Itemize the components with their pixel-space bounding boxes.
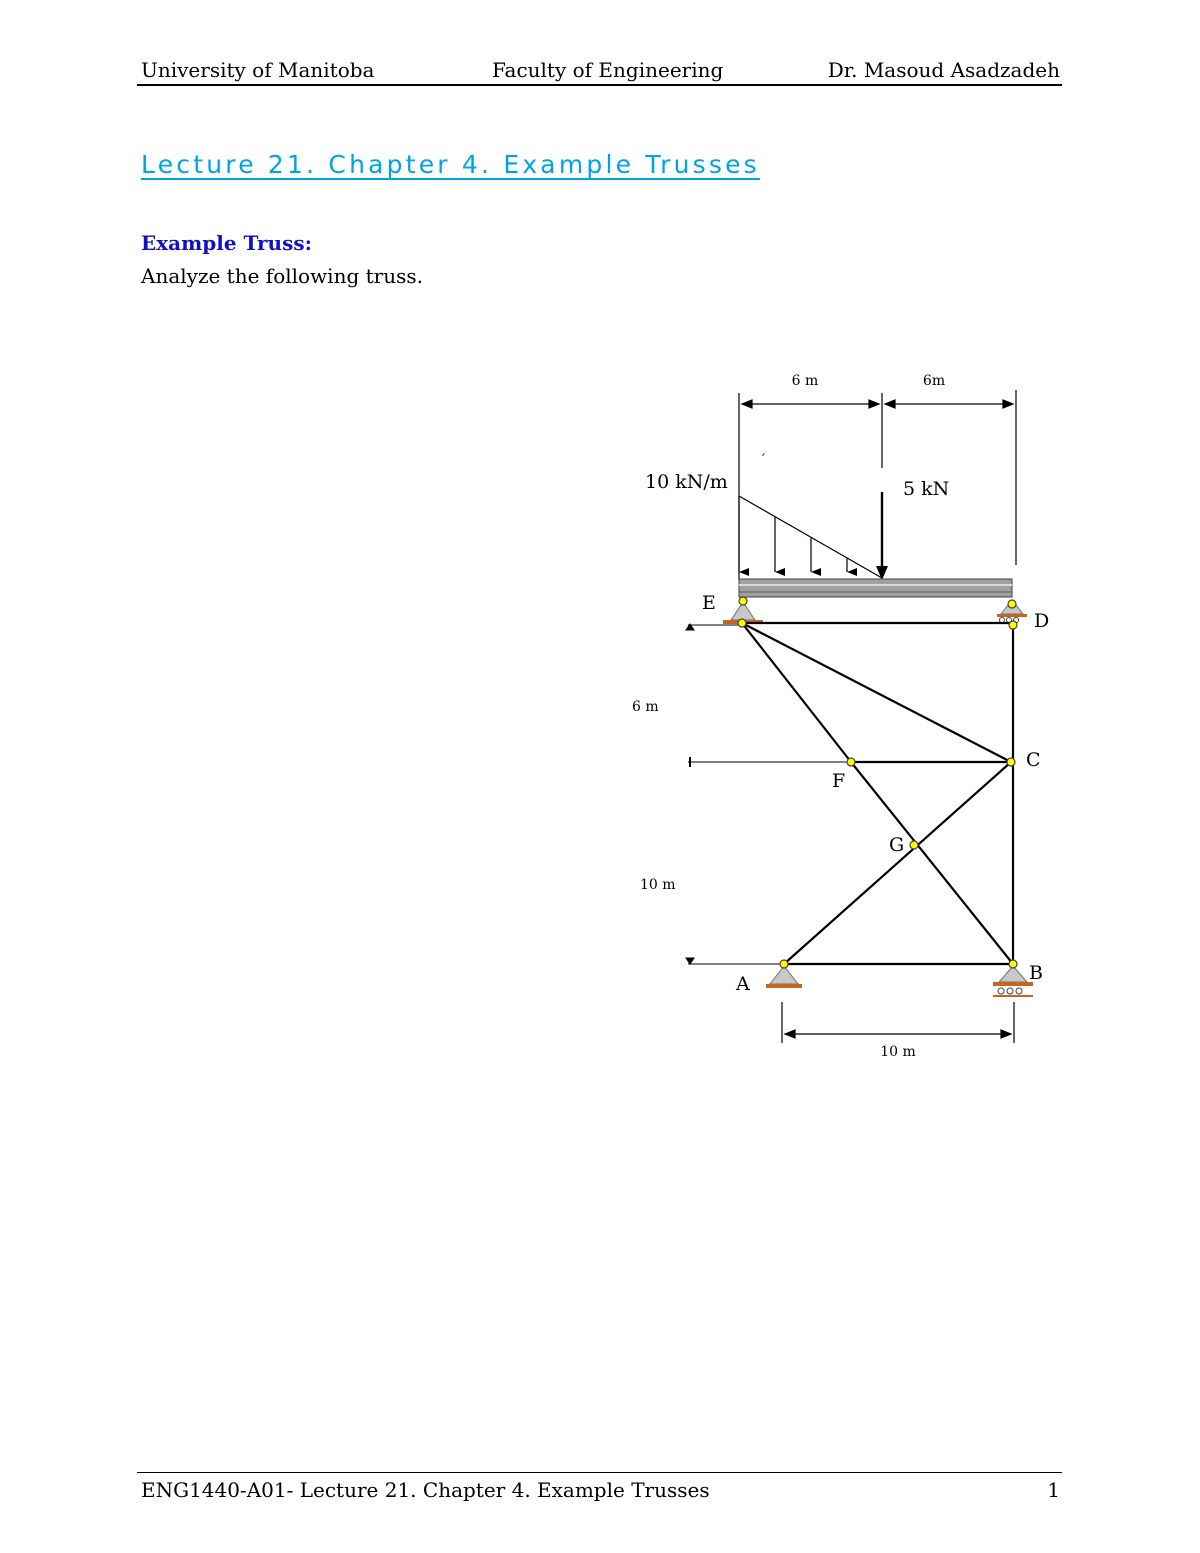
dim-side-lower-label: 10 m bbox=[640, 877, 676, 893]
side-dimension-lines bbox=[686, 624, 850, 964]
joint-d-beam bbox=[1008, 600, 1016, 608]
joint-label-e: E bbox=[702, 592, 716, 614]
joint-label-g: G bbox=[889, 834, 905, 856]
joint-e-beam bbox=[739, 597, 747, 605]
point-load-arrow bbox=[876, 492, 888, 580]
support-a bbox=[766, 966, 802, 988]
joint-label-f: F bbox=[832, 770, 846, 792]
joint-label-b: B bbox=[1029, 962, 1043, 984]
joint-label-c: C bbox=[1026, 749, 1041, 771]
header-author: Dr. Masoud Asadzadeh bbox=[827, 58, 1060, 82]
support-b bbox=[993, 966, 1033, 996]
beam bbox=[739, 579, 1012, 597]
dim-top-left-label: 6 m bbox=[791, 373, 819, 389]
joint-d bbox=[1009, 621, 1017, 629]
instruction-text: Analyze the following truss. bbox=[141, 264, 423, 288]
example-heading: Example Truss: bbox=[141, 231, 312, 255]
joint-c bbox=[1007, 758, 1015, 766]
dim-bottom-label: 10 m bbox=[880, 1044, 916, 1060]
dim-top-right-label: 6m bbox=[922, 373, 946, 389]
joint-f bbox=[847, 758, 855, 766]
joint-b bbox=[1009, 960, 1017, 968]
joint-label-a: A bbox=[736, 973, 750, 995]
joint-g bbox=[910, 841, 918, 849]
point-load-label: 5 kN bbox=[903, 478, 950, 500]
truss-joints bbox=[738, 597, 1017, 968]
distributed-load-label: 10 kN/m bbox=[645, 471, 728, 493]
top-dimension-lines bbox=[739, 390, 1016, 580]
footer-course-title: ENG1440-A01- Lecture 21. Chapter 4. Example Trusses bbox=[141, 1478, 710, 1502]
joint-label-d: D bbox=[1034, 610, 1050, 632]
footer-page-number: 1 bbox=[1047, 1478, 1060, 1502]
dim-side-upper-label: 6 m bbox=[632, 699, 659, 715]
joint-a bbox=[780, 960, 788, 968]
page-footer bbox=[137, 1472, 1062, 1503]
lecture-title: Lecture 21. Chapter 4. Example Trusses bbox=[141, 150, 760, 179]
truss-members bbox=[742, 623, 1013, 964]
header-university: University of Manitoba bbox=[141, 58, 375, 82]
stray-mark: ′ bbox=[762, 452, 766, 468]
bottom-dimension-line bbox=[782, 1002, 1014, 1043]
header-faculty: Faculty of Engineering bbox=[492, 58, 724, 82]
distributed-load bbox=[739, 496, 882, 578]
joint-e bbox=[738, 619, 746, 627]
